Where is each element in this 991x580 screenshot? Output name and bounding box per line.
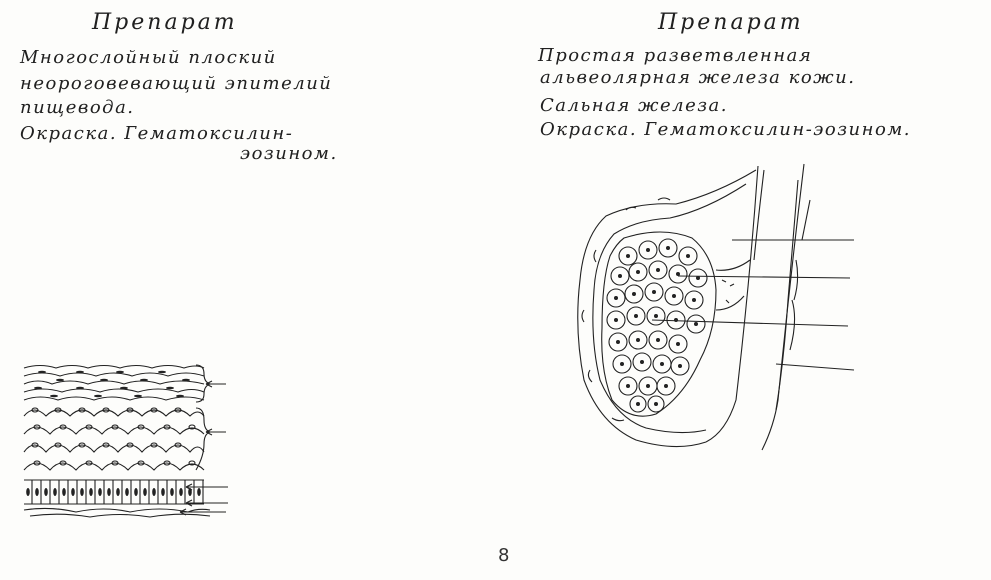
gland-duct bbox=[716, 260, 750, 310]
sebaceous-gland-drawing bbox=[566, 160, 856, 450]
hair-shaft bbox=[706, 164, 810, 450]
label-pointers bbox=[180, 365, 228, 515]
gland-capsule bbox=[578, 170, 756, 447]
gland-cells bbox=[607, 239, 707, 412]
left-caption-line-4: Окраска. Гематоксилин- bbox=[20, 123, 294, 144]
pointer-lines bbox=[652, 240, 854, 370]
right-caption-line-1: Простая разветвленная bbox=[538, 45, 813, 66]
basal-layer bbox=[24, 480, 204, 504]
epithelium-drawing bbox=[20, 360, 260, 520]
left-title: Препарат bbox=[92, 10, 238, 35]
right-title: Препарат bbox=[658, 10, 804, 35]
left-caption-line-3: пищевода. bbox=[20, 97, 135, 118]
right-caption-line-3: Сальная железа. bbox=[540, 95, 728, 116]
left-caption-line-2: неороговевающий эпителий bbox=[20, 73, 333, 94]
gland-lobule bbox=[602, 232, 716, 416]
left-caption-line-1: Многослойный плоский bbox=[20, 47, 277, 68]
right-caption-line-4: Окраска. Гематоксилин-эозином. bbox=[540, 119, 911, 140]
page-number: 8 bbox=[498, 545, 510, 566]
left-caption-line-5: эозином. bbox=[240, 143, 338, 164]
superficial-layer bbox=[24, 366, 204, 401]
spinous-layer bbox=[24, 408, 204, 470]
right-caption-line-2: альвеолярная железа кожи. bbox=[540, 67, 856, 88]
